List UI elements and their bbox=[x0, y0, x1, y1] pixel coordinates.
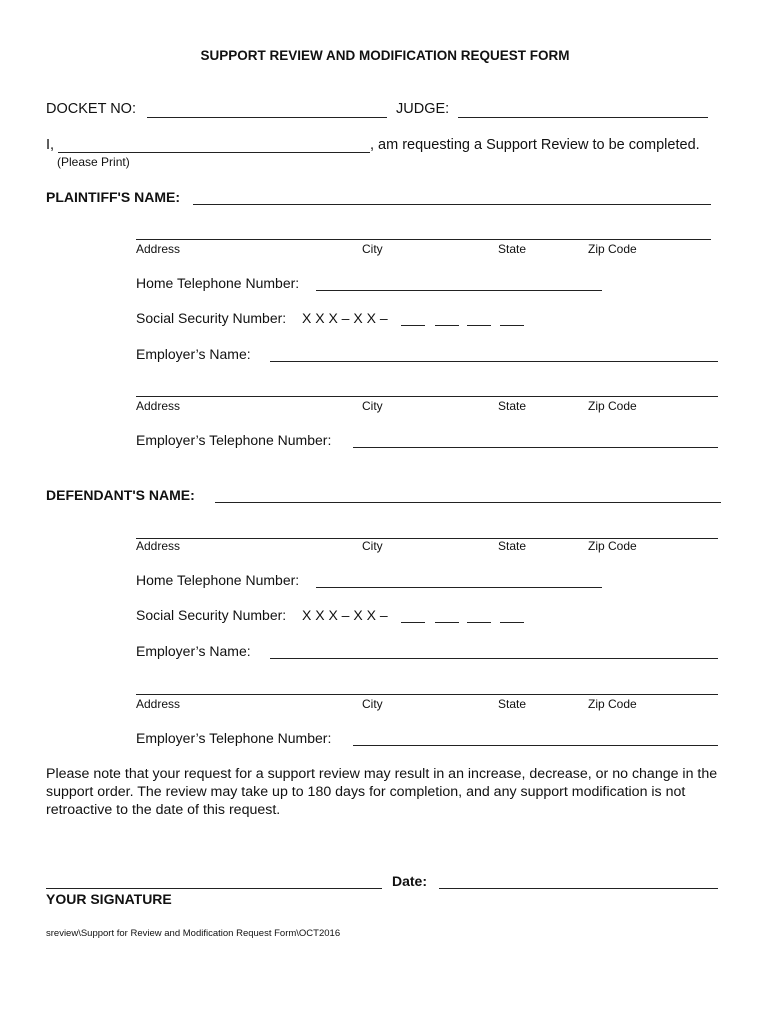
plaintiff-name-label: PLAINTIFF'S NAME: bbox=[46, 189, 180, 205]
plaintiff-zip-col: Zip Code bbox=[588, 242, 637, 256]
defendant-ssn-mask: X X X – X X – bbox=[302, 607, 388, 623]
i-prefix: I, bbox=[46, 137, 55, 153]
defendant-ssn-digit-1[interactable] bbox=[401, 622, 425, 623]
form-title: SUPPORT REVIEW AND MODIFICATION REQUEST FORM bbox=[200, 48, 570, 63]
defendant-state-col: State bbox=[498, 539, 527, 553]
defendant-employer-address-col: Address bbox=[136, 697, 181, 711]
defendant-home-phone-field[interactable] bbox=[316, 587, 602, 588]
plaintiff-home-phone-field[interactable] bbox=[316, 290, 602, 291]
docket-label: DOCKET NO: bbox=[46, 101, 136, 117]
plaintiff-city-col: City bbox=[362, 242, 383, 256]
plaintiff-employer-zip-col: Zip Code bbox=[588, 399, 637, 413]
plaintiff-state-col: State bbox=[498, 242, 527, 256]
plaintiff-address-col: Address bbox=[136, 242, 181, 256]
plaintiff-address-field[interactable] bbox=[136, 239, 711, 240]
docket-field[interactable] bbox=[147, 117, 387, 118]
defendant-employer-state-col: State bbox=[498, 697, 527, 711]
defendant-ssn-digit-3[interactable] bbox=[467, 622, 491, 623]
defendant-employer-address-field[interactable] bbox=[136, 694, 718, 695]
plaintiff-employer-state-col: State bbox=[498, 399, 527, 413]
plaintiff-ssn-digit-1[interactable] bbox=[401, 325, 425, 326]
plaintiff-employer-phone-label: Employer’s Telephone Number: bbox=[136, 432, 332, 448]
signature-label: YOUR SIGNATURE bbox=[46, 891, 172, 907]
signature-field[interactable] bbox=[46, 888, 382, 889]
plaintiff-employer-name-label: Employer’s Name: bbox=[136, 346, 251, 362]
plaintiff-ssn-label: Social Security Number: bbox=[136, 310, 287, 326]
defendant-employer-city-col: City bbox=[362, 697, 383, 711]
requester-name-field[interactable] bbox=[58, 152, 370, 153]
defendant-employer-name-field[interactable] bbox=[270, 658, 718, 659]
date-label: Date: bbox=[392, 873, 428, 889]
defendant-ssn-digit-2[interactable] bbox=[435, 622, 459, 623]
defendant-ssn-label: Social Security Number: bbox=[136, 607, 287, 623]
notice-paragraph: Please note that your request for a support review may result in an increase, decrease, or no change in the support order. The review may take up to 180 days for completion, and any support modification is not retroactive to the date of this request. bbox=[46, 766, 718, 818]
defendant-employer-name-label: Employer’s Name: bbox=[136, 643, 251, 659]
defendant-name-label: DEFENDANT'S NAME: bbox=[46, 487, 195, 503]
plaintiff-home-phone-label: Home Telephone Number: bbox=[136, 275, 300, 291]
plaintiff-name-field[interactable] bbox=[193, 204, 711, 205]
defendant-address-col: Address bbox=[136, 539, 181, 553]
judge-label: JUDGE: bbox=[396, 101, 450, 117]
footer-reference: sreview\Support for Review and Modification Request Form\OCT2016 bbox=[46, 928, 341, 939]
plaintiff-ssn-digit-4[interactable] bbox=[500, 325, 524, 326]
plaintiff-employer-address-col: Address bbox=[136, 399, 181, 413]
please-print-hint: (Please Print) bbox=[57, 155, 130, 169]
plaintiff-ssn-mask: X X X – X X – bbox=[302, 310, 388, 326]
plaintiff-employer-phone-field[interactable] bbox=[353, 447, 718, 448]
defendant-employer-phone-label: Employer’s Telephone Number: bbox=[136, 730, 332, 746]
plaintiff-employer-name-field[interactable] bbox=[270, 361, 718, 362]
requesting-text: , am requesting a Support Review to be completed. bbox=[370, 137, 700, 153]
defendant-city-col: City bbox=[362, 539, 383, 553]
defendant-home-phone-label: Home Telephone Number: bbox=[136, 572, 300, 588]
plaintiff-employer-address-field[interactable] bbox=[136, 396, 718, 397]
plaintiff-employer-city-col: City bbox=[362, 399, 383, 413]
judge-field[interactable] bbox=[458, 117, 708, 118]
plaintiff-ssn-digit-3[interactable] bbox=[467, 325, 491, 326]
plaintiff-ssn-digit-2[interactable] bbox=[435, 325, 459, 326]
date-field[interactable] bbox=[439, 888, 718, 889]
defendant-employer-phone-field[interactable] bbox=[353, 745, 718, 746]
defendant-zip-col: Zip Code bbox=[588, 539, 637, 553]
defendant-ssn-digit-4[interactable] bbox=[500, 622, 524, 623]
defendant-employer-zip-col: Zip Code bbox=[588, 697, 637, 711]
defendant-name-field[interactable] bbox=[215, 502, 721, 503]
